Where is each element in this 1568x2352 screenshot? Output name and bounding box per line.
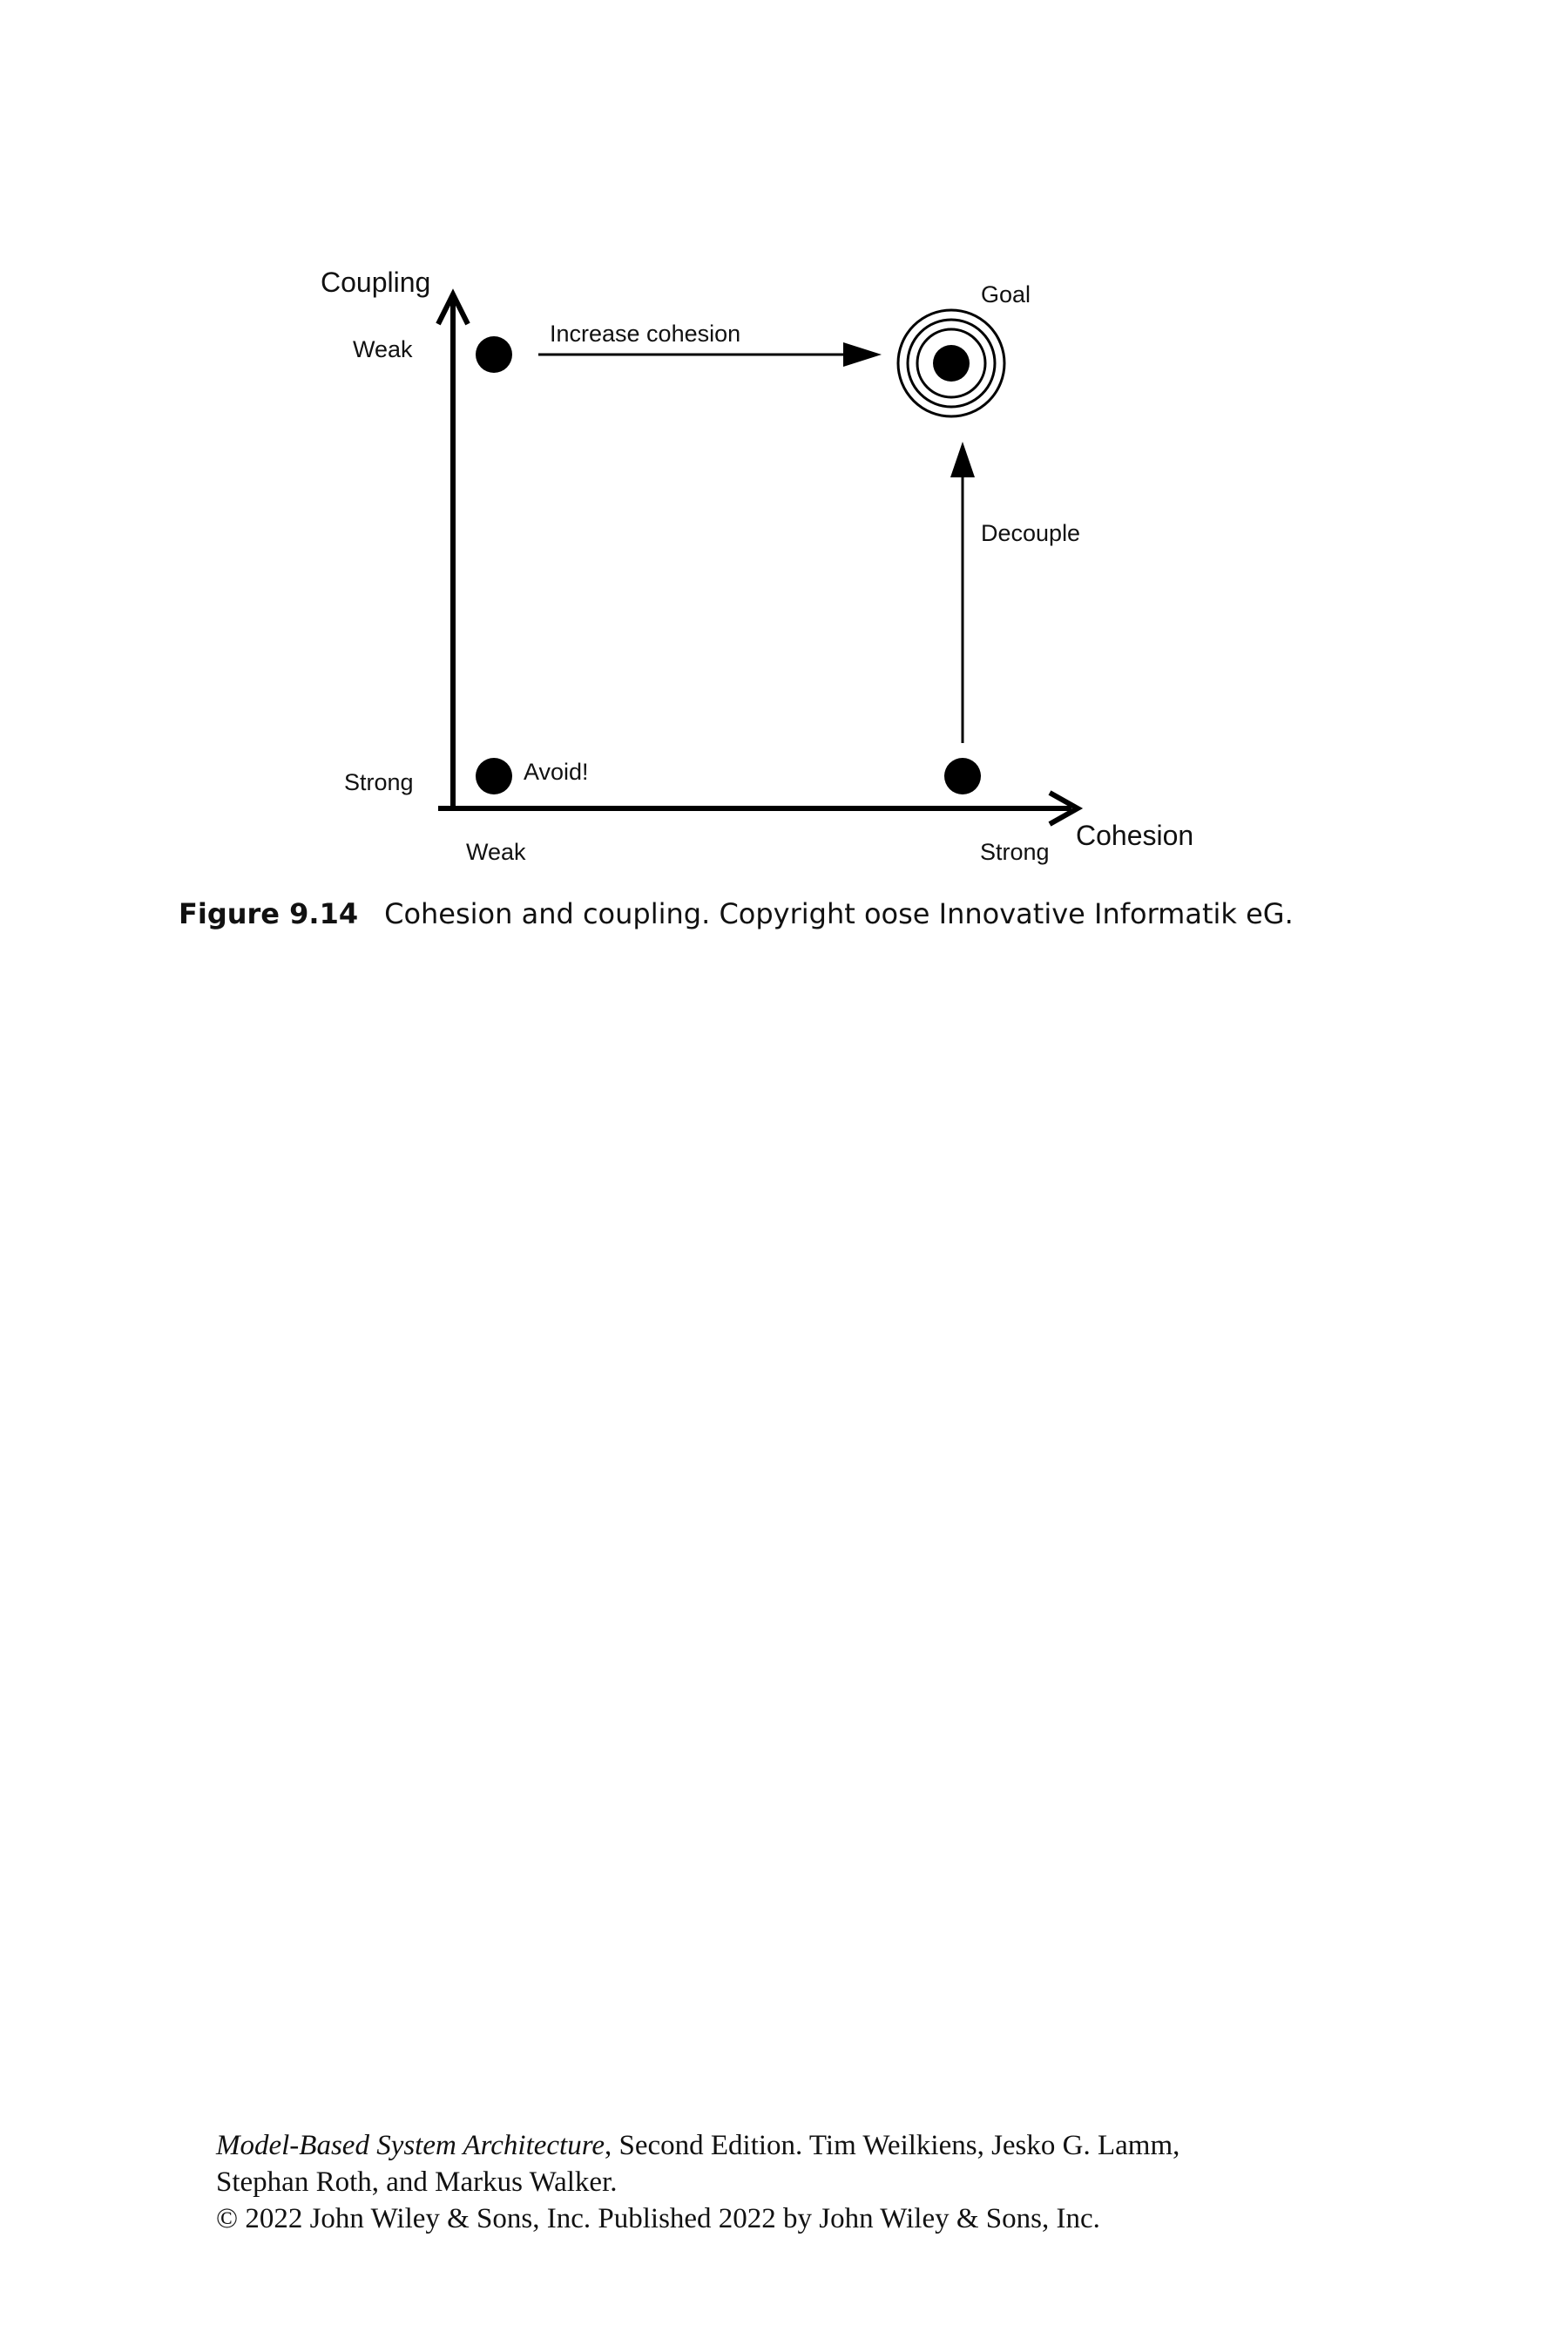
copyright-footer [216, 2127, 1392, 2237]
x-tick-strong: Strong [980, 839, 1050, 865]
cohesion-coupling-diagram [0, 0, 1568, 958]
footer-line-2: Stephan Roth, and Markus Walker. [216, 2166, 618, 2198]
figure-number: Figure 9.14 [179, 897, 359, 930]
y-tick-weak: Weak [353, 336, 413, 362]
decouple-label: Decouple [981, 520, 1081, 546]
increase-cohesion-label: Increase cohesion [550, 321, 741, 347]
y-axis-label: Coupling [321, 267, 431, 298]
x-tick-weak: Weak [466, 839, 526, 865]
x-axis-label: Cohesion [1076, 820, 1194, 851]
footer-line-1 [216, 2127, 1392, 2164]
avoid-label: Avoid! [524, 759, 589, 785]
point-strong-cohesion-strong-coupling [944, 758, 981, 794]
figure-caption [179, 897, 1442, 930]
y-tick-strong: Strong [344, 769, 414, 795]
increase-cohesion-arrowhead [843, 342, 882, 367]
footer-line-3: © 2022 John Wiley & Sons, Inc. Published 2022 by John Wiley & Sons, Inc. [216, 2203, 1100, 2234]
goal-label: Goal [981, 281, 1031, 308]
book-title: Model-Based System Architecture [216, 2130, 605, 2161]
footer-line-1-rest: , Second Edition. Tim Weilkiens, Jesko G. Lamm, [604, 2130, 1180, 2161]
figure-caption-text: Cohesion and coupling. Copyright oose Innovative Informatik eG. [384, 897, 1294, 930]
decouple-arrowhead [950, 442, 975, 477]
goal-target-icon [898, 310, 1004, 416]
point-avoid [476, 758, 512, 794]
point-weak-cohesion-weak-coupling [476, 336, 512, 373]
